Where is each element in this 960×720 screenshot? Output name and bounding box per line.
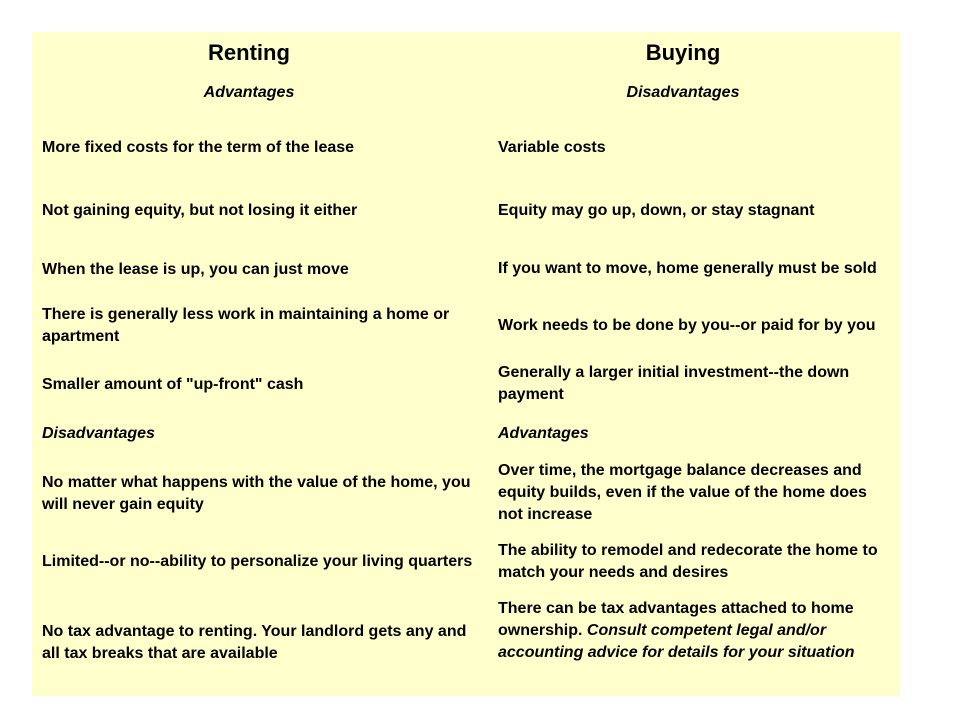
buying-disadvantage-1: Variable costs bbox=[498, 139, 606, 156]
renting-advantage-5: Smaller amount of "up-front" cash bbox=[42, 376, 304, 393]
buying-disadvantage-5: Generally a larger initial investment--the down payment bbox=[498, 364, 850, 403]
renting-advantage-4: There is generally less work in maintaining a home or apartment bbox=[42, 306, 450, 345]
advice-text: Consult competent legal and/or accounting advice for details for your situation bbox=[498, 622, 855, 661]
renting-disadvantage-2: Limited--or no--ability to personalize your living quarters bbox=[42, 553, 473, 570]
renting-disadvantages-label: Disadvantages bbox=[42, 425, 155, 442]
renting-advantage-3: When the lease is up, you can just move bbox=[42, 261, 349, 278]
tax-advantage-text: There can be tax advantages attached to home ownership. bbox=[498, 600, 854, 639]
renting-disadvantage-1: No matter what happens with the value of the home, you will never gain equity bbox=[42, 474, 471, 513]
buying-header: Buying bbox=[645, 40, 721, 65]
renting-header: Renting bbox=[208, 40, 290, 65]
buying-disadvantages-subheader: Disadvantages bbox=[626, 84, 740, 101]
renting-advantages-subheader: Advantages bbox=[203, 84, 295, 101]
buying-advantages-label: Advantages bbox=[498, 425, 589, 442]
buying-advantage-1: Over time, the mortgage balance decreases and equity builds, even if the value of the home does not increase bbox=[498, 462, 867, 523]
buying-disadvantage-4: Work needs to be done by you--or paid for by you bbox=[498, 317, 876, 334]
buying-disadvantage-3: If you want to move, home generally must be sold bbox=[498, 260, 877, 277]
buying-disadvantage-2: Equity may go up, down, or stay stagnant bbox=[498, 202, 815, 219]
buying-advantage-3 bbox=[498, 598, 883, 688]
renting-advantage-2: Not gaining equity, but not losing it either bbox=[42, 202, 358, 219]
renting-disadvantage-3: No tax advantage to renting. Your landlord gets any and all tax breaks that are available bbox=[42, 623, 467, 662]
renting-advantage-1: More fixed costs for the term of the lease bbox=[42, 139, 355, 156]
buying-advantage-2: The ability to remodel and redecorate the home to match your needs and desires bbox=[498, 542, 878, 581]
